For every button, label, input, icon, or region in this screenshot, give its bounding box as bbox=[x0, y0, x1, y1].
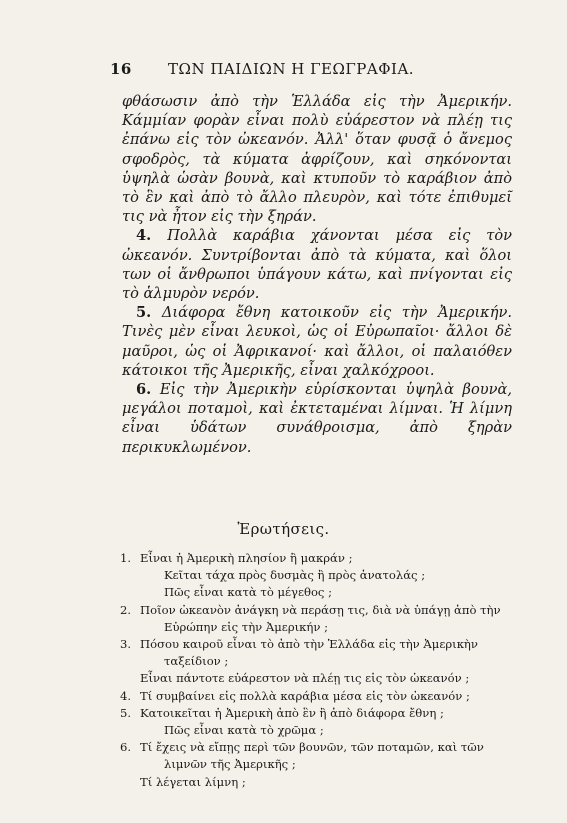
paragraph-continued: φθάσωσιν ἀπὸ τὴν Ἑλλάδα εἰς τὴν Ἀμερικήν. Κάμμίαν φορὰν εἶναι πολὺ εὐάρεστον νὰ πλέῃ τις ἐπάνω εἰς τὸν ὠκεανόν. Ἀλλ' ὅταν φυσᾷ ὁ ἄνεμος σφοδρὸς, τὰ κύματα ἀφρίζουν, καὶ σηκόνονται ὑψηλὰ ὡσὰν βουνὰ, καὶ κτυποῦν τὸ καράβιον ἀπὸ τὸ ἓν καὶ ἀπὸ τὸ ἄλλο πλευρὸν, καὶ τότε ἐπιθυμεῖ τις νὰ ἦτον εἰς τὴν ξηράν. bbox=[122, 93, 512, 226]
question-item bbox=[120, 636, 520, 688]
running-head bbox=[110, 60, 510, 82]
question-item bbox=[120, 602, 520, 636]
question-item bbox=[120, 688, 520, 705]
question-line: Πῶς εἶναι κατὰ τὸ χρῶμα ; bbox=[164, 723, 324, 738]
paragraph-number: 5. bbox=[136, 304, 152, 322]
question-number: 4. bbox=[120, 688, 132, 703]
questions-heading: Ἐρωτήσεις. bbox=[237, 520, 330, 538]
paragraph-6 bbox=[122, 380, 512, 457]
question-line: Κατοικεῖται ἡ Ἀμερικὴ ἀπὸ ἓν ἢ ἀπὸ διάφορα ἔθνη ; bbox=[140, 705, 444, 720]
question-line: Ποῖον ὠκεανὸν ἀνάγκη νὰ περάσῃ τις, διὰ νὰ ὑπάγῃ ἀπὸ τὴν bbox=[140, 602, 501, 617]
questions-list bbox=[120, 550, 520, 791]
body-text bbox=[122, 92, 512, 457]
question-line: Κεῖται τάχα πρὸς δυσμὰς ἢ πρὸς ἀνατολάς ; bbox=[164, 568, 426, 583]
question-line: λιμνῶν τῆς Ἀμερικῆς ; bbox=[164, 757, 296, 772]
paragraph-text: Διάφορα ἔθνη κατοικοῦν εἰς τὴν Ἀμερικήν. Τινὲς μὲν εἶναι λευκοὶ, ὡς οἱ Εὐρωπαῖοι· ἄλλοι δὲ μαῦροι, ὡς οἱ Ἀφρικανοί· καὶ ἄλλοι, οἱ παλαιόθεν κάτοικοι τῆς Ἀμερικῆς, εἶναι χαλκόχροοι. bbox=[122, 304, 512, 379]
question-number: 1. bbox=[120, 551, 132, 565]
page-number: 16 bbox=[110, 60, 132, 78]
question-line: Πόσου καιροῦ εἶναι τὸ ἀπὸ τὴν Ἑλλάδα εἰς τὴν Ἀμερικὴν bbox=[140, 637, 478, 652]
question-line: Τί λέγεται λίμνη ; bbox=[140, 774, 246, 789]
question-number: 5. bbox=[120, 705, 132, 720]
paragraph-4 bbox=[122, 226, 512, 303]
running-title: ΤΩΝ ΠΑΙΔΙΩΝ Η ΓΕΩΓΡΑΦΙΑ. bbox=[168, 60, 415, 78]
question-line: Εἶναι πάντοτε εὐάρεστον νὰ πλέῃ τις εἰς τὸν ὠκεανόν ; bbox=[140, 671, 470, 686]
paragraph-number: 6. bbox=[136, 381, 152, 399]
question-line: Πῶς εἶναι κατὰ τὸ μέγεθος ; bbox=[164, 585, 333, 600]
question-number: 6. bbox=[120, 740, 132, 755]
question-number: 3. bbox=[120, 637, 132, 652]
paragraph-number: 4. bbox=[136, 227, 152, 245]
paragraph-5 bbox=[122, 303, 512, 380]
question-line: Τί συμβαίνει εἰς πολλὰ καράβια μέσα εἰς τὸν ὠκεανόν ; bbox=[140, 688, 470, 703]
question-line: ταξείδιον ; bbox=[164, 654, 229, 669]
question-number: 2. bbox=[120, 602, 132, 617]
paragraph-text: Πολλὰ καράβια χάνονται μέσα εἰς τὸν ὠκεανόν. Συντρίβονται ἀπὸ τὰ κύματα, καὶ ὅλοι των οἱ ἄνθρωποι ὑπάγουν κάτω, καὶ πνίγονται εἰς τὸ ἁλμυρὸν νερόν. bbox=[122, 227, 513, 303]
paragraph-text: Εἰς τὴν Ἀμερικὴν εὑρίσκονται ὑψηλὰ βουνὰ, μεγάλοι ποταμοὶ, καὶ ἐκτεταμέναι λίμναι. Ἡ λίμνη εἶναι ὑδάτων συνάθροισμα, ἀπὸ ξηρὰν περικυκλωμένον. bbox=[122, 381, 513, 456]
question-line: Τί ἔχεις νὰ εἴπῃς περὶ τῶν βουνῶν, τῶν ποταμῶν, καὶ τῶν bbox=[140, 740, 484, 755]
question-item bbox=[120, 739, 520, 791]
question-item bbox=[120, 550, 520, 602]
question-line: Εἶναι ἡ Ἀμερικὴ πλησίον ἢ μακράν ; bbox=[140, 551, 353, 565]
question-item bbox=[120, 705, 520, 739]
question-line: Εὐρώπην εἰς τὴν Ἀμερικήν ; bbox=[164, 619, 329, 634]
